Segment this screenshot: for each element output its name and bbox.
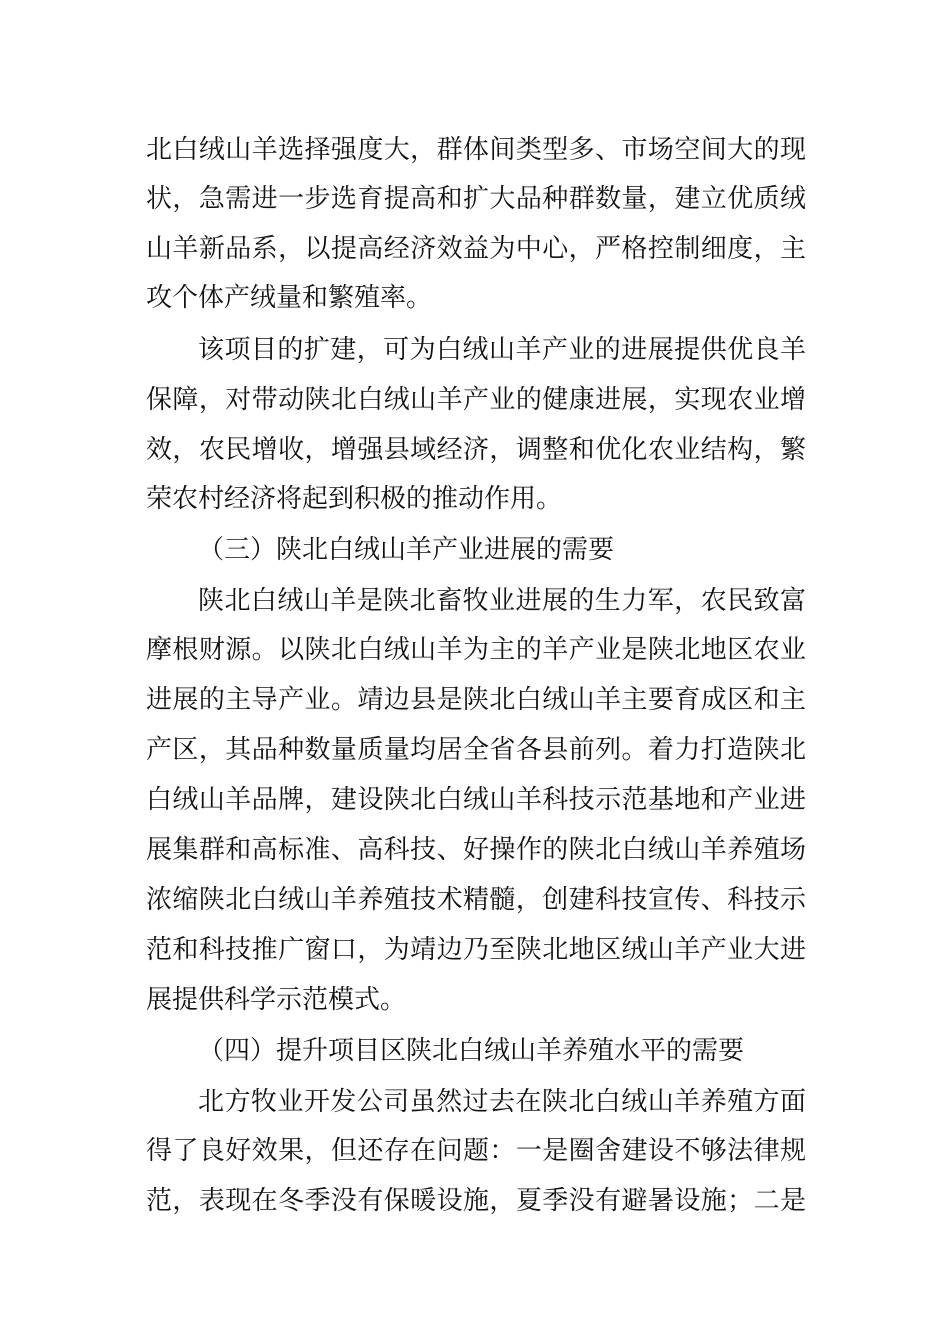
section-heading-3: （三）陕北白绒山羊产业进展的需要 <box>198 535 615 565</box>
paragraph-4-line-3: 范，表现在冬季没有保暖设施，夏季没有避暑设施；二是 <box>146 1186 806 1216</box>
paragraph-1-line-2: 状，急需进一步选育提高和扩大品种群数量，建立优质绒 <box>146 184 806 214</box>
paragraph-4-line-2: 得了良好效果，但还存在问题：一是圈舍建设不够法律规 <box>146 1136 806 1166</box>
paragraph-3-line-9: 展提供科学示范模式。 <box>146 985 407 1015</box>
paragraph-1-line-3: 山羊新品系，以提高经济效益为中心，严格控制细度，主 <box>146 234 806 264</box>
paragraph-1-line-4: 攻个体产绒量和繁殖率。 <box>146 283 433 313</box>
paragraph-3-line-1: 陕北白绒山羊是陕北畜牧业进展的生力军，农民致富 <box>198 586 806 616</box>
paragraph-3-line-5: 白绒山羊品牌，建设陕北白绒山羊科技示范基地和产业进 <box>146 785 806 815</box>
paragraph-3-line-2: 摩根财源。以陕北白绒山羊为主的羊产业是陕北地区农业 <box>146 635 806 665</box>
paragraph-3-line-6: 展集群和高标准、高科技、好操作的陕北白绒山羊养殖场 <box>146 835 806 865</box>
paragraph-3-line-7: 浓缩陕北白绒山羊养殖技术精髓，创建科技宣传、科技示 <box>146 885 806 915</box>
paragraph-3-line-8: 范和科技推广窗口，为靖边乃至陕北地区绒山羊产业大进 <box>146 935 806 965</box>
paragraph-4-line-1: 北方牧业开发公司虽然过去在陕北白绒山羊养殖方面 <box>198 1087 806 1117</box>
paragraph-2-line-3: 效，农民增收，增强县域经济，调整和优化农业结构，繁 <box>146 435 806 465</box>
paragraph-2-line-1: 该项目的扩建，可为白绒山羊产业的进展提供优良羊 <box>198 335 806 365</box>
paragraph-3-line-3: 进展的主导产业。靖边县是陕北白绒山羊主要育成区和主 <box>146 685 806 715</box>
paragraph-2-line-4: 荣农村经济将起到积极的推动作用。 <box>146 484 563 514</box>
paragraph-2-line-2: 保障，对带动陕北白绒山羊产业的健康进展，实现农业增 <box>146 385 806 415</box>
paragraph-1-line-1: 北白绒山羊选择强度大，群体间类型多、市场空间大的现 <box>146 135 806 165</box>
section-heading-4: （四）提升项目区陕北白绒山羊养殖水平的需要 <box>198 1036 745 1066</box>
paragraph-3-line-4: 产区，其品种数量质量均居全省各县前列。着力打造陕北 <box>146 735 806 765</box>
